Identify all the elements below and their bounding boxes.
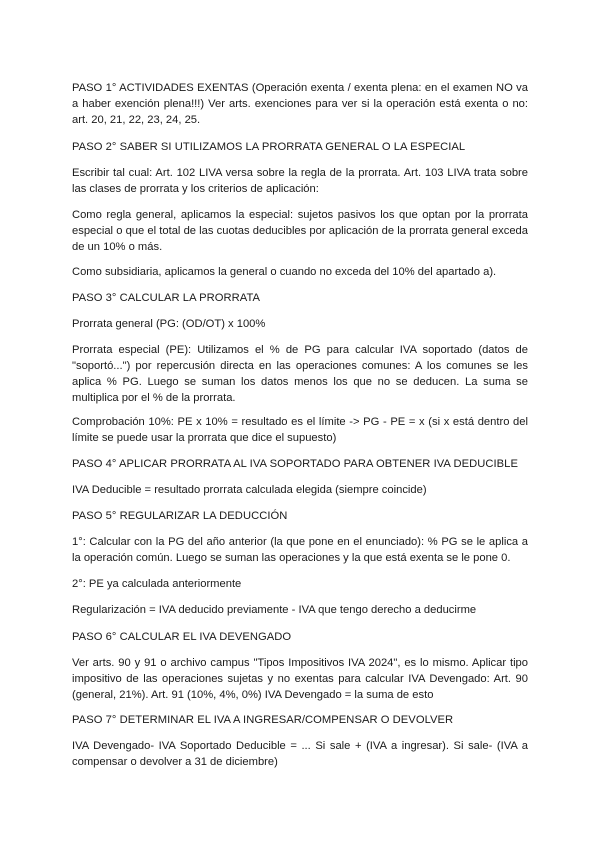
paso5-heading: PASO 5° REGULARIZAR LA DEDUCCIÓN: [72, 510, 288, 522]
paso6-heading: PASO 6° CALCULAR EL IVA DEVENGADO: [72, 631, 292, 643]
paso4-paragraph-1: IVA Deducible = resultado prorrata calculada elegida (siempre coincide): [72, 484, 427, 496]
paso5-paragraph-3: Regularización = IVA deducido previamente - IVA que tengo derecho a deducirme: [72, 604, 477, 616]
paso3-heading: PASO 3° CALCULAR LA PRORRATA: [72, 292, 261, 304]
paso6-paragraph-1: Ver arts. 90 y 91 o archivo campus "Tipos Impositivos IVA 2024", es lo mismo. Aplicar tipo impositivo de las operaciones sujetas y no exentas para calcular IVA Devengado: Art. 90 (general, 21%). Art. 91 (10%, 4%, 0%) IVA Devengado = la suma de esto: [72, 657, 528, 701]
paso2-paragraph-2: Como regla general, aplicamos la especial: sujetos pasivos los que optan por la prorrata especial o que el total de las cuotas deducibles por aplicación de la prorrata general exceda de un 10% o más.: [72, 209, 528, 253]
paso7-heading: PASO 7° DETERMINAR EL IVA A INGRESAR/COMPENSAR O DEVOLVER: [72, 714, 454, 726]
paso2-paragraph-1: Escribir tal cual: Art. 102 LIVA versa sobre la regla de la prorrata. Art. 103 LIVA trata sobre las clases de prorrata y los criterios de aplicación:: [72, 167, 528, 195]
paso7-paragraph-1: IVA Devengado- IVA Soportado Deducible = ... Si sale + (IVA a ingresar). Si sale- (IVA a compensar o devolver a 31 de diciembre): [72, 740, 528, 768]
paso5-paragraph-2: 2°: PE ya calculada anteriormente: [72, 578, 242, 590]
paso3-paragraph-1: Prorrata general (PG: (OD/OT) x 100%: [72, 318, 266, 330]
paso5-paragraph-1: 1°: Calcular con la PG del año anterior (la que pone en el enunciado): % PG se le aplica a la operación común. Luego se suman las operaciones y la que está exenta se le pone 0.: [72, 536, 528, 564]
paso2-paragraph-3: Como subsidiaria, aplicamos la general o cuando no exceda del 10% del apartado a).: [72, 266, 497, 278]
paso1-paragraph: PASO 1° ACTIVIDADES EXENTAS (Operación exenta / exenta plena: en el examen NO va a haber exención plena!!!) Ver arts. exenciones para ver si la operación está exenta o no: art. 20, 21, 22, 23, 24, 25.: [72, 82, 528, 126]
paso2-heading: PASO 2° SABER SI UTILIZAMOS LA PRORRATA GENERAL O LA ESPECIAL: [72, 141, 466, 153]
paso3-paragraph-2: Prorrata especial (PE): Utilizamos el % de PG para calcular IVA soportado (datos de "soportó...") por repercusión directa en las operaciones comunes: A los comunes se les aplica % PG. Luego se suman los datos menos los que no se deducen. La suma se multiplica por el % de la prorrata.: [72, 344, 528, 404]
paso4-heading: PASO 4° APLICAR PRORRATA AL IVA SOPORTADO PARA OBTENER IVA DEDUCIBLE: [72, 458, 518, 470]
paso3-paragraph-3: Comprobación 10%: PE x 10% = resultado es el límite -> PG - PE = x (si x está dentro del límite se puede usar la prorrata que dice el supuesto): [72, 416, 528, 444]
